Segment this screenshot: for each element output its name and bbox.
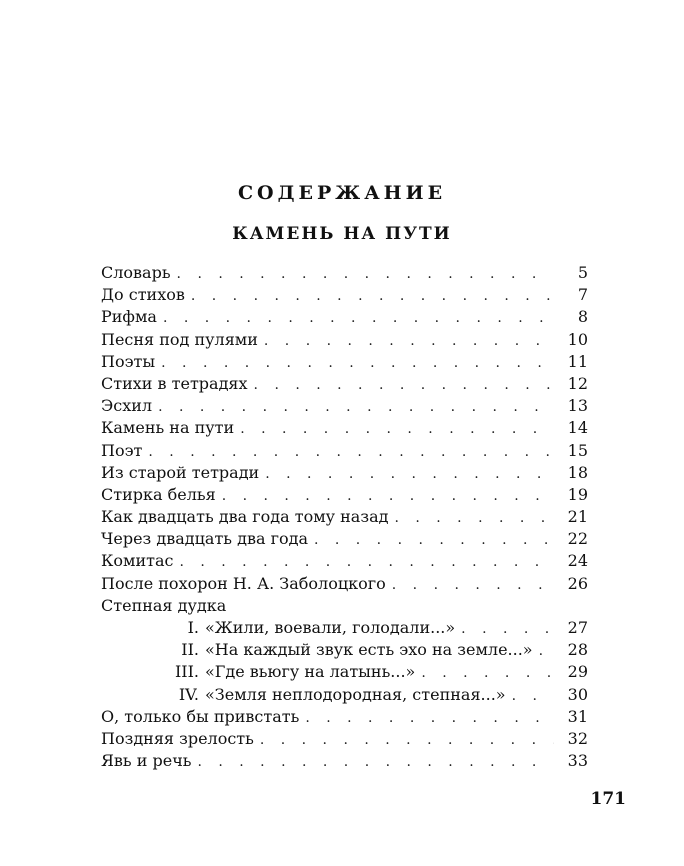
toc-entry-page: 32 (567, 728, 588, 748)
toc-entry-title: До стихов (101, 285, 185, 305)
toc-entry-title: Явь и речь (101, 751, 192, 771)
toc-entry (101, 395, 588, 417)
toc-entry-title: О, только бы привстать (101, 706, 300, 726)
toc-entry-page: 33 (567, 751, 588, 771)
toc-sub-entry-page: 29 (567, 662, 588, 682)
toc-entry (101, 728, 588, 750)
dot-leader (222, 485, 554, 507)
toc-sub-entry (101, 617, 588, 639)
toc-entry-title: Эсхил (101, 396, 153, 416)
toc-entry-title: Комитас (101, 551, 174, 571)
toc-entry (101, 329, 588, 351)
toc-entry-title: После похорон Н. А. Заболоцкого (101, 573, 386, 593)
toc-entry-title: Камень на пути (101, 418, 235, 438)
toc-entry (101, 484, 588, 506)
toc-entry (101, 462, 588, 484)
dot-leader (179, 551, 554, 573)
toc-entry-page: 11 (567, 351, 588, 371)
toc-sub-entry-page: 28 (567, 640, 588, 660)
dot-leader (177, 263, 554, 285)
toc-entry-page: 31 (567, 706, 588, 726)
toc-entry (101, 351, 588, 373)
toc-sub-entry-number: III. (174, 662, 199, 682)
toc-entry-page: 22 (567, 529, 588, 549)
dot-leader (254, 374, 554, 396)
dot-leader (260, 729, 554, 751)
toc-sub-entry-title: «Земля неплодородная, степная...» (205, 684, 506, 704)
toc-entry (101, 373, 588, 395)
toc-entry (101, 506, 588, 528)
toc-entry-title: Как двадцать два года тому назад (101, 507, 389, 527)
dot-leader (314, 529, 554, 551)
toc-entry-title: Рифма (101, 307, 157, 327)
toc-sub-entry-title: «На каждый звук есть эхо на земле...» (205, 640, 533, 660)
page-title: СОДЕРЖАНИЕ (237, 182, 447, 204)
toc-entry-title: Поздняя зрелость (101, 728, 254, 748)
toc-entry-page: 7 (577, 285, 588, 305)
page-number: 171 (590, 789, 626, 809)
toc-entry-title: Поэты (101, 351, 156, 371)
toc-entry (101, 262, 588, 284)
toc-entry (101, 440, 588, 462)
dot-leader (392, 574, 554, 596)
toc-entry-title: Стирка белья (101, 484, 216, 504)
dot-leader (264, 330, 554, 352)
dot-leader (305, 707, 554, 729)
toc-entry-page: 24 (567, 551, 588, 571)
toc-entry-page: 19 (567, 484, 588, 504)
dot-leader (161, 352, 554, 374)
table-of-contents (101, 262, 588, 772)
toc-sub-entry-title: «Где вьюгу на латынь...» (205, 662, 416, 682)
toc-entry-title: Песня под пулями (101, 329, 258, 349)
toc-sub-entry (101, 639, 588, 661)
toc-entry-page: 21 (567, 507, 588, 527)
toc-entry (101, 306, 588, 328)
section-title: КАМЕНЬ НА ПУТИ (232, 224, 452, 244)
dot-leader (158, 396, 554, 418)
toc-entry-title: Через двадцать два года (101, 529, 308, 549)
dot-leader (539, 640, 554, 662)
toc-entry (101, 528, 588, 550)
toc-sub-entry-title: «Жили, воевали, голодали...» (205, 618, 456, 637)
dot-leader (191, 285, 554, 307)
toc-entry-page: 12 (567, 373, 588, 393)
toc-entry-page: 10 (567, 329, 588, 349)
toc-sub-entry-page: 30 (567, 684, 588, 704)
toc-entry (101, 417, 588, 439)
toc-entry (101, 706, 588, 728)
toc-sub-entry-page: 27 (567, 618, 588, 637)
toc-entry-page: 26 (567, 573, 588, 593)
toc-entry-page: 15 (567, 440, 588, 460)
dot-leader (461, 618, 554, 640)
toc-entry-page: 13 (567, 396, 588, 416)
toc-entry-title: Поэт (101, 440, 143, 460)
toc-entry (101, 284, 588, 306)
dot-leader (197, 751, 554, 773)
toc-group-heading (101, 595, 588, 617)
toc-entry (101, 750, 588, 772)
toc-entry-page: 18 (567, 462, 588, 482)
toc-sub-entry-number: I. (187, 618, 199, 637)
toc-entry-page: 14 (567, 418, 588, 438)
dot-leader (148, 441, 554, 463)
toc-entry-title: Словарь (101, 263, 171, 282)
dot-leader (163, 307, 554, 329)
toc-sub-entry (101, 684, 588, 706)
dot-leader (421, 662, 554, 684)
dot-leader (512, 685, 554, 707)
toc-entry-page: 5 (577, 263, 588, 282)
toc-entry (101, 573, 588, 595)
toc-sub-entry (101, 661, 588, 683)
toc-sub-entry-number: IV. (178, 684, 199, 704)
dot-leader (394, 507, 554, 529)
toc-entry-title: Из старой тетради (101, 462, 260, 482)
toc-sub-entry-number: II. (181, 640, 199, 660)
toc-entry-title: Стихи в тетрадях (101, 373, 248, 393)
toc-entry (101, 550, 588, 572)
toc-entry-page: 8 (577, 307, 588, 327)
dot-leader (240, 418, 554, 440)
toc-group-heading-title: Степная дудка (101, 595, 227, 615)
dot-leader (265, 463, 554, 485)
